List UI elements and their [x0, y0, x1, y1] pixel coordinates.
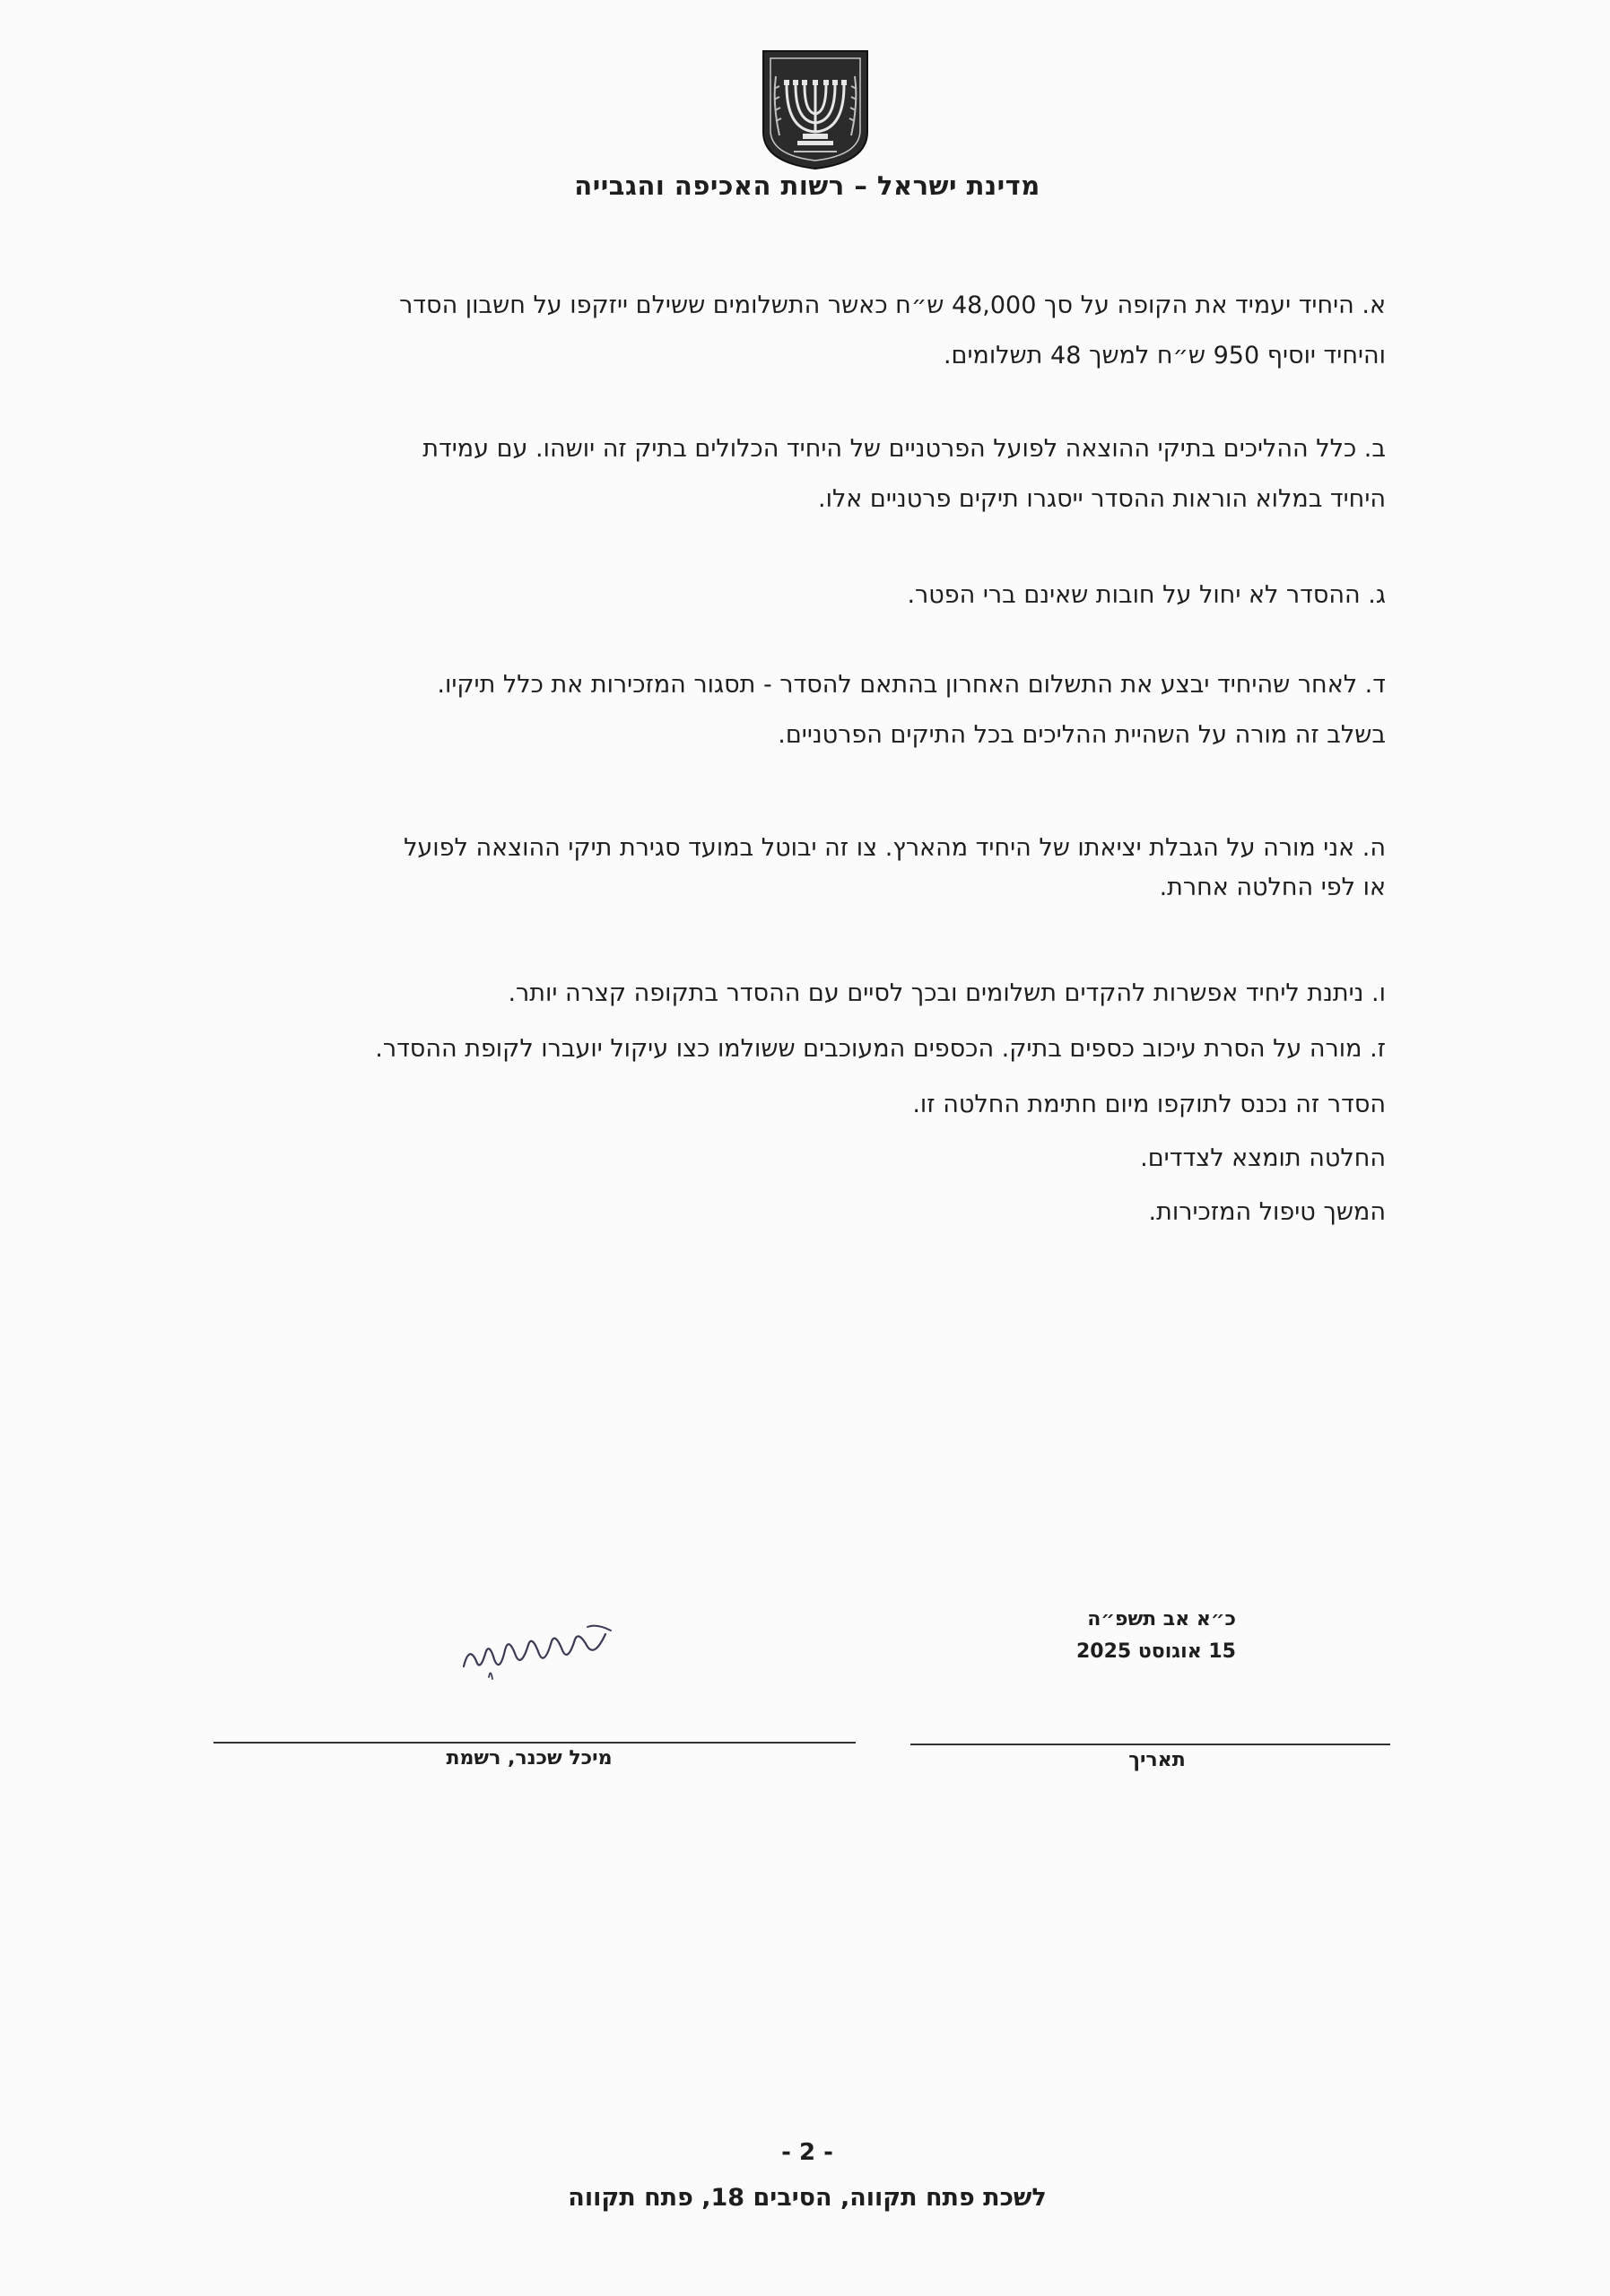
office-address-footer: לשכת פתח תקווה, הסיבים 18, פתח תקווה: [568, 2184, 1047, 2212]
secretariat-line: [1149, 1187, 1386, 1238]
paragraph-line: ג. ההסדר לא יחול על חובות שאינם ברי הפטר.: [907, 581, 1386, 609]
paragraph-line: ב. כלל ההליכים בתיקי ההוצאה לפועל הפרטניים של היחיד הכלולים בתיק זה יושהו. עם עמידת: [422, 435, 1386, 463]
page-number: - 2 -: [781, 2139, 833, 2166]
paragraph-line: א. היחיד יעמיד את הקופה על סך 48,000 ש״ח כאשר התשלומים ששילם ייזקפו על חשבון הסדר: [399, 291, 1386, 319]
decision-date: [987, 1604, 1236, 1668]
paragraph-line: והיחיד יוסיף 950 ש״ח למשך 48 תשלומים.: [943, 342, 1386, 370]
paragraph-line: או לפי החלטה אחרת.: [1159, 874, 1386, 901]
document-header-title: מדינת ישראל – רשות האכיפה והגבייה: [574, 170, 1040, 201]
paragraph-line: הסדר זה נכנס לתוקפו מיום חתימת החלטה זו.: [912, 1091, 1386, 1118]
paragraph-a: [399, 281, 1386, 381]
paragraph-line: ה. אני מורה על הגבלת יציאתו של היחיד מהארץ. צו זה יבוטל במועד סגירת תיקי ההוצאה לפועל: [404, 834, 1386, 862]
paragraph-line: ו. ניתנת ליחיד אפשרות להקדים תשלומים ובכך לסיים עם ההסדר בתקופה קצרה יותר.: [508, 979, 1386, 1007]
service-line: [1140, 1134, 1386, 1184]
paragraph-b: [422, 424, 1386, 525]
paragraph-line: בשלב זה מורה על השהיית ההליכים בכל התיקים הפרטניים.: [778, 721, 1386, 749]
paragraph-f: [508, 969, 1386, 1019]
paragraph-line: ד. לאחר שהיחיד יבצע את התשלום האחרון בהתאם להסדר - תסגור המזכירות את כלל תיקיו.: [437, 671, 1386, 699]
state-emblem-menorah-icon: [758, 49, 873, 170]
hebrew-date: כ״א אב תשפ״ה: [1087, 1608, 1236, 1631]
paragraph-line: החלטה תומצא לצדדים.: [1140, 1144, 1386, 1172]
date-label: תאריך: [1128, 1749, 1186, 1771]
paragraph-c: [907, 570, 1386, 621]
paragraph-line: היחיד במלוא הוראות ההסדר ייסגרו תיקים פרטניים אלו.: [818, 485, 1386, 513]
effective-date-line: [912, 1080, 1386, 1130]
signer-signature-line: [213, 1742, 856, 1744]
paragraph-d: [437, 660, 1386, 761]
paragraph-e: [404, 829, 1386, 908]
paragraph-line: ז. מורה על הסרת עיכוב כספים בתיק. הכספים המעוכבים ששולמו כצו עיקול יועברו לקופת ההסדר.: [375, 1035, 1386, 1063]
paragraph-g: [375, 1024, 1386, 1074]
gregorian-date: 15 אוגוסט 2025: [1075, 1640, 1236, 1663]
paragraph-line: המשך טיפול המזכירות.: [1148, 1198, 1386, 1226]
signer-label: מיכל שכנר, רשמת: [446, 1747, 613, 1770]
handwritten-signature-icon: [453, 1614, 632, 1686]
date-signature-line: [910, 1744, 1390, 1745]
